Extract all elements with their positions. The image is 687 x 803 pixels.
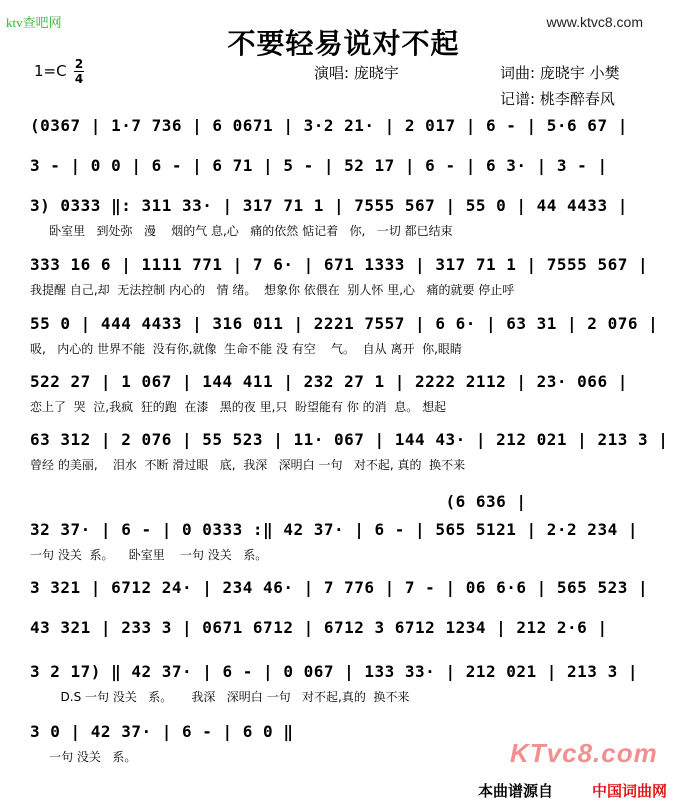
row-notes: 3 321 | 6712 24· | 234 46· | 7 776 | 7 - | 06 6·6 | 565 523 | [30,578,649,597]
watermark-left: ktv查吧网 [6,15,62,30]
row-lyric: 吸, 内心的 世界不能 没有你,就像 生命不能 没 有空 气。 自从 离开 你,眼睛 [30,342,462,356]
row-lyric: 曾经 的美丽, 泪水 不断 滑过眼 底, 我深 深明白 一句 对不起, 真的 换不来 [30,458,466,472]
row-lyric: 卧室里 到处弥 漫 烟的气 息,心 痛的依然 惦记着 你, 一切 都已结束 [30,224,453,238]
row-notes: 3 0 | 42 37· | 6 - | 6 0 ‖ [30,722,294,741]
row-notes: 32 37· | 6 - | 0 0333 :‖ 42 37· | 6 - | 565 5121 | 2·2 234 | [30,520,638,539]
row-lyric: 一句 没关 系。 [30,750,137,764]
row-notes: 333 16 6 | 1111 771 | 7 6· | 671 1333 | 317 71 1 | 7555 567 | [30,255,649,274]
row-notes: 3 2 17) ‖ 42 37· | 6 - | 0 067 | 133 33· | 212 021 | 213 3 | [30,662,638,681]
time-bottom: 4 [74,72,84,86]
row-notes: 55 0 | 444 4433 | 316 011 | 2221 7557 | 6 6· | 63 31 | 2 076 | [30,314,659,333]
row-lyric: 一句 没关 系。 卧室里 一句 没关 系。 [30,548,268,562]
row-notes: 3 - | 0 0 | 6 - | 6 71 | 5 - | 52 17 | 6 - | 6 3· | 3 - | [30,156,608,175]
footer-source: 本曲谱源自 [478,782,554,800]
row-notes: (0367 | 1·7 736 | 6 0671 | 3·2 21· | 2 017 | 6 - | 5·6 67 | [30,116,628,135]
row-lyric: D.S 一句 没关 系。 我深 深明白 一句 对不起,真的 换不来 [30,690,410,704]
row-notes: 522 27 | 1 067 | 144 411 | 232 27 1 | 2222 2112 | 23· 066 | [30,372,628,391]
singer-credit: 演唱: 庞晓宇 [314,64,399,82]
row-lyric: 我提醒 自己,却 无法控制 内心的 情 绪。 想象你 依偎在 别人怀 里,心 痛的就要 停止呼 [30,283,515,297]
notator-credit: 记谱: 桃李醉春风 [500,90,615,108]
time-signature [74,58,84,85]
footer-site: 中国词曲网 [592,782,668,800]
row-lyric: 恋上了 哭 泣,我疯 狂的跑 在漆 黑的夜 里,只 盼望能有 你 的消 息。 想起 [30,400,447,414]
row-notes: (6 636 | [30,492,527,511]
key-signature: 1=C [34,62,67,80]
composer-credit: 词曲: 庞晓宇 小樊 [500,64,620,82]
song-title: 不要轻易说对不起 [227,27,460,60]
row-notes: 3) 0333 ‖: 311 33· | 317 71 1 | 7555 567 | 55 0 | 44 4433 | [30,196,628,215]
row-notes: 43 321 | 233 3 | 0671 6712 | 6712 3 6712 1234 | 212 2·6 | [30,618,608,637]
row-notes: 63 312 | 2 076 | 55 523 | 11· 067 | 144 43· | 212 021 | 213 3 | [30,430,669,449]
watermark-right: www.ktvc8.com [546,14,643,30]
time-top: 2 [74,57,84,71]
ktvc8-logo: KTvc8.com [510,738,658,768]
